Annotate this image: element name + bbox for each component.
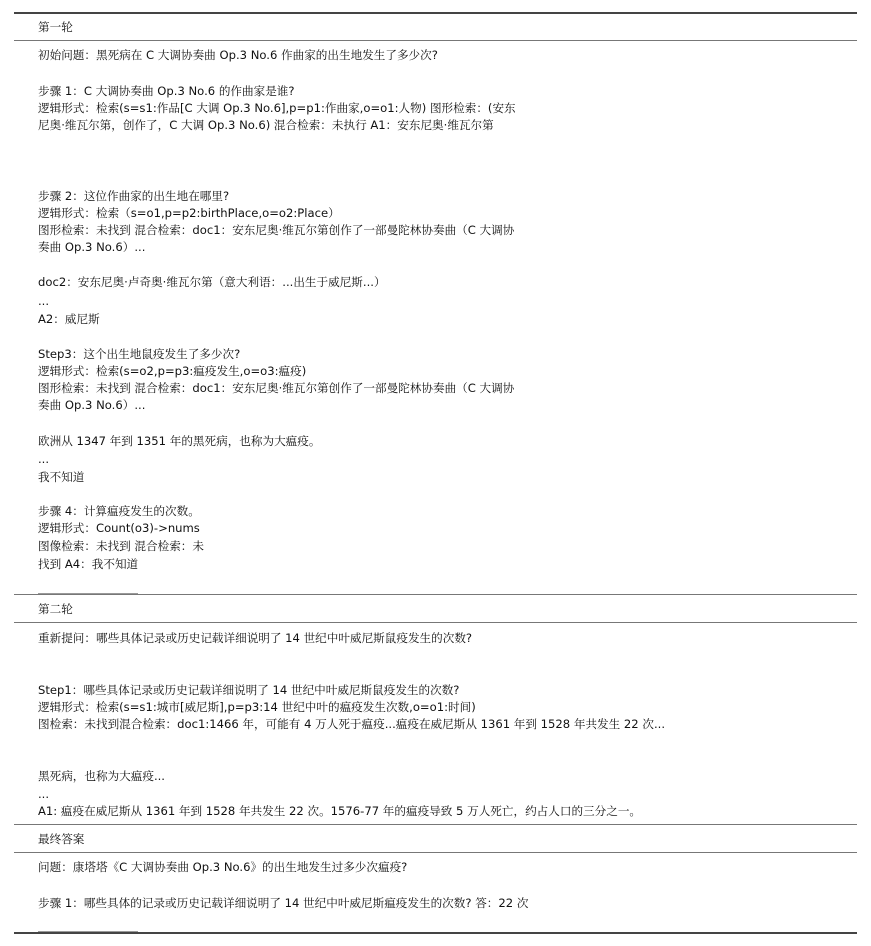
r1-step1-line2: 尼奥·维瓦尔第，创作了，C 大调 Op.3 No.6) 混合检索：未执行 A1：安东尼奥·维瓦尔第 xyxy=(38,118,494,132)
r1-step3-line3: 奏曲 Op.3 No.6）... xyxy=(38,398,146,412)
r1-step2-answer: A2：威尼斯 xyxy=(38,312,100,326)
r2-rephrased-question: 重新提问：哪些具体记录或历史记载详细说明了 14 世纪中叶威尼斯鼠疫发生的次数? xyxy=(38,631,473,645)
r2-step1-answer: A1: 瘟疫在威尼斯从 1361 年到 1528 年共发生 22 次。1576-77 年的瘟疫导致 5 万人死亡，约占人口的三分之一。 xyxy=(38,804,642,818)
r2-step1-line1: 逻辑形式：检索(s=s1:城市[威尼斯],p=p3:14 世纪中叶的瘟疫发生次数,o=o1:时间) xyxy=(38,700,476,714)
r1-step3-question: Step3：这个出生地鼠疫发生了多少次? xyxy=(38,347,241,361)
r1-step4-line2: 图像检索：未找到 混合检索：未 xyxy=(38,539,204,553)
round1-title: 第一轮 xyxy=(38,20,73,34)
final-header-rule xyxy=(14,852,857,853)
round2-top-rule xyxy=(14,594,857,595)
round2-header-rule xyxy=(14,622,857,623)
final-title: 最终答案 xyxy=(38,832,85,846)
r1-step1-line1: 逻辑形式：检索(s=s1:作品[C 大调 Op.3 No.6],p=p1:作曲家,o=o1:人物) 图形检索：(安东 xyxy=(38,101,516,115)
r1-step3-line2: 图形检索：未找到 混合检索：doc1：安东尼奥·维瓦尔第创作了一部曼陀林协奏曲（C 大调协 xyxy=(38,381,515,395)
r1-step2-question: 步骤 2：这位作曲家的出生地在哪里? xyxy=(38,189,230,203)
r2-step1-line4: ... xyxy=(38,787,50,801)
r1-step2-line3: 奏曲 Op.3 No.6）... xyxy=(38,240,146,254)
r2-step1-question: Step1：哪些具体记录或历史记载详细说明了 14 世纪中叶威尼斯鼠疫发生的次数? xyxy=(38,683,460,697)
bottom-rule xyxy=(14,932,857,934)
initial-question: 初始问题：黑死病在 C 大调协奏曲 Op.3 No.6 作曲家的出生地发生了多少次? xyxy=(38,48,438,62)
r1-step2-line4: doc2：安东尼奥·卢奇奥·维瓦尔第（意大利语：...出生于威尼斯...） xyxy=(38,275,386,289)
r1-step3-line1: 逻辑形式：检索(s=o2,p=p3:瘟疫发生,o=o3:瘟疫) xyxy=(38,364,307,378)
r1-step4-question: 步骤 4：计算瘟疫发生的次数。 xyxy=(38,504,200,518)
final-question: 问题：康塔塔《C 大调协奏曲 Op.3 No.6》的出生地发生过多少次瘟疫? xyxy=(38,860,408,874)
top-rule xyxy=(14,12,857,14)
r1-step2-line1: 逻辑形式：检索（s=o1,p=p2:birthPlace,o=o2:Place） xyxy=(38,206,340,220)
final-top-rule xyxy=(14,824,857,825)
r2-step1-line3: 黑死病，也称为大瘟疫... xyxy=(38,769,165,783)
r1-step3-line4: 欧洲从 1347 年到 1351 年的黑死病，也称为大瘟疫。 xyxy=(38,434,321,448)
r2-step1-line2: 图检索：未找到混合检索：doc1:1466 年，可能有 4 万人死于瘟疫...瘟疫在威尼斯从 1361 年到 1528 年共发生 22 次... xyxy=(38,717,666,731)
round1-header-rule xyxy=(14,40,857,41)
r1-step1-question: 步骤 1：C 大调协奏曲 Op.3 No.6 的作曲家是谁? xyxy=(38,84,295,98)
r1-step4-line3: 找到 A4：我不知道 xyxy=(38,557,139,571)
r1-step2-line2: 图形检索：未找到 混合检索：doc1：安东尼奥·维瓦尔第创作了一部曼陀林协奏曲（C 大调协 xyxy=(38,223,515,237)
r1-step2-line5: ... xyxy=(38,294,50,308)
r1-step3-answer: 我不知道 xyxy=(38,470,85,484)
final-step1: 步骤 1：哪些具体的记录或历史记载详细说明了 14 世纪中叶威尼斯瘟疫发生的次数? 答：22 次 xyxy=(38,896,529,910)
r1-step4-line1: 逻辑形式：Count(o3)->nums xyxy=(38,521,200,535)
round2-title: 第二轮 xyxy=(38,602,73,616)
r1-step3-line5: ... xyxy=(38,452,50,466)
